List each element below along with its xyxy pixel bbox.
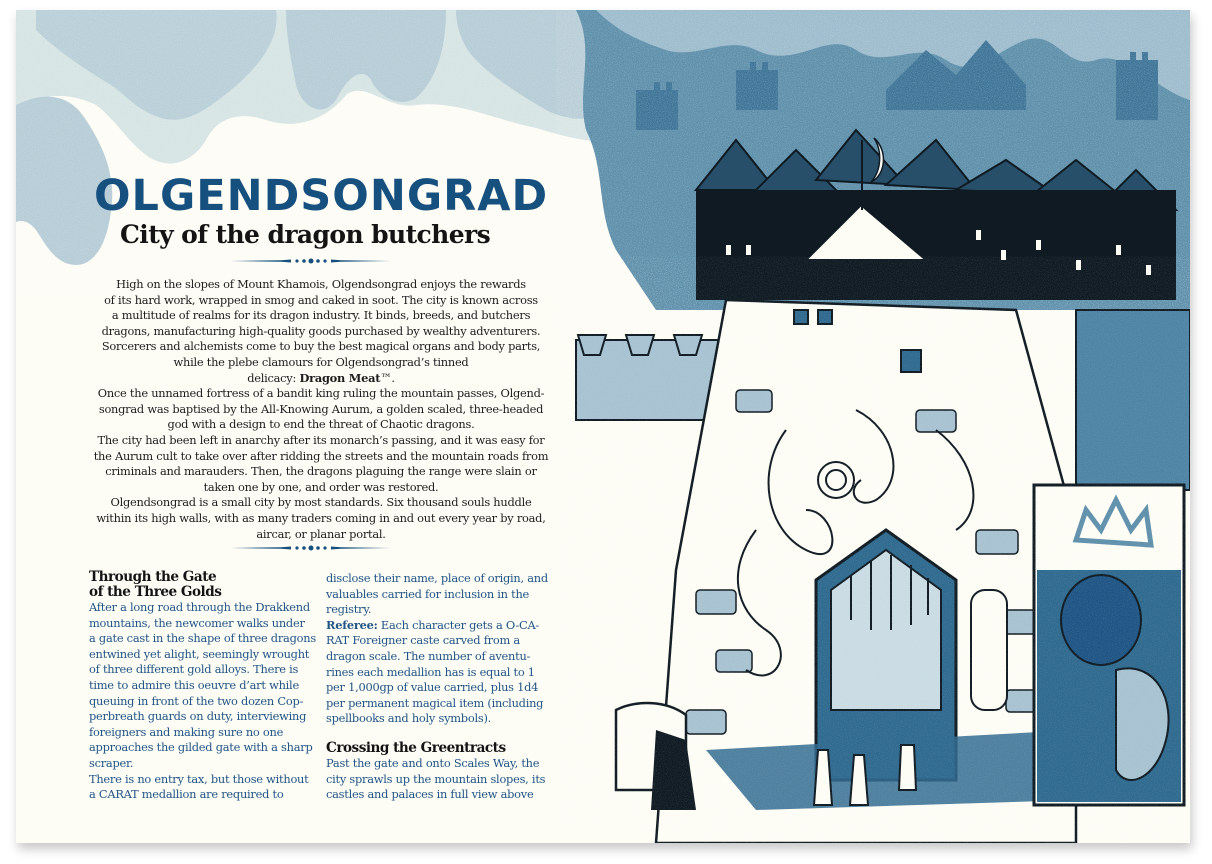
page-subtitle: City of the dragon butchers — [120, 220, 491, 249]
intro-text — [90, 277, 552, 542]
gate-paragraph-1: After a long road through the Drakkend mountains, the newcomer walks under a gate cast in the shape of three dragons entwined yet alight, seemingly wrought of three different gold alloys. There is time to admire this oeuvre d’art while queuing in front of the two dozen Cop- perbreath guards on duty, interviewing foreigners and making sure no one approaches the gilded gate with a sharp scraper. — [89, 600, 316, 770]
article-column-1 — [89, 570, 317, 803]
product-name: Dragon Meat — [299, 370, 381, 385]
section-heading-greentracts: Crossing the Greentracts — [326, 739, 506, 756]
intro-paragraph-3: The city had been left in anarchy after its monarch’s passing, and it was easy for the Aurum cult to take over after ridding the streets and the mountain roads from criminals and marauders. Then, the dragons plaguing the range were slain or taken one by one, and order was restored. — [93, 432, 549, 494]
intro-paragraph-1: High on the slopes of Mount Khamois, Olgendsongrad enjoys the rewards of its hard work, wrapped in smog and caked in soot. The city is known across a multitude of realms for its dragon industry. It binds, breeds, and butchers dragons, manufacturing high-quality goods purchased by wealthy adventurers. Sorcerers and alchemists come to buy the best magical organs and body parts, while the plebe clamours for Olgendsongrad’s tinned delicacy: Dragon Meat™. — [101, 277, 541, 385]
referee-note: Referee: Each character gets a O-CA- RAT Foreigner caste carved from a dragon scale. The number of aventu- rines each medallion has is equal to 1 per 1,000gp of value carried, plus 1d4 per permanent magical item (including spellbooks and holy symbols). — [326, 617, 544, 726]
gate-paragraph-2: There is no entry tax, but those without a CARAT medallion are required to — [89, 771, 309, 802]
ornamental-divider-top — [231, 257, 391, 265]
intro-paragraph-4: Olgendsongrad is a small city by most standards. Six thousand souls huddle within its high walls, with as many traders coming in and out every year by road, aircar, or planar portal. — [96, 495, 546, 541]
gate-paragraph-continued: disclose their name, place of origin, and valuables carried for inclusion in the registry. — [326, 571, 548, 617]
section-spacer — [326, 727, 554, 741]
section-heading-gate: Through the Gate of the Three Golds — [89, 569, 222, 600]
article-column-2 — [326, 571, 554, 803]
referee-label: Referee: — [326, 617, 378, 632]
fortress-gate-illustration — [556, 10, 1190, 843]
intro-paragraph-2: Once the unnamed fortress of a bandit king ruling the mountain passes, Olgend- songrad was baptised by the All-Knowing Aurum, a golden scaled, three-headed god with a design to end the threat of Chaotic dragons. — [97, 386, 545, 432]
magazine-spread-page — [16, 10, 1190, 843]
greentracts-paragraph-1: Past the gate and onto Scales Way, the city sprawls up the mountain slopes, its castles and palaces in full view above — [326, 755, 546, 802]
page-title: OLGENDSONGRAD — [94, 171, 549, 221]
ornamental-divider-bottom — [231, 544, 391, 552]
